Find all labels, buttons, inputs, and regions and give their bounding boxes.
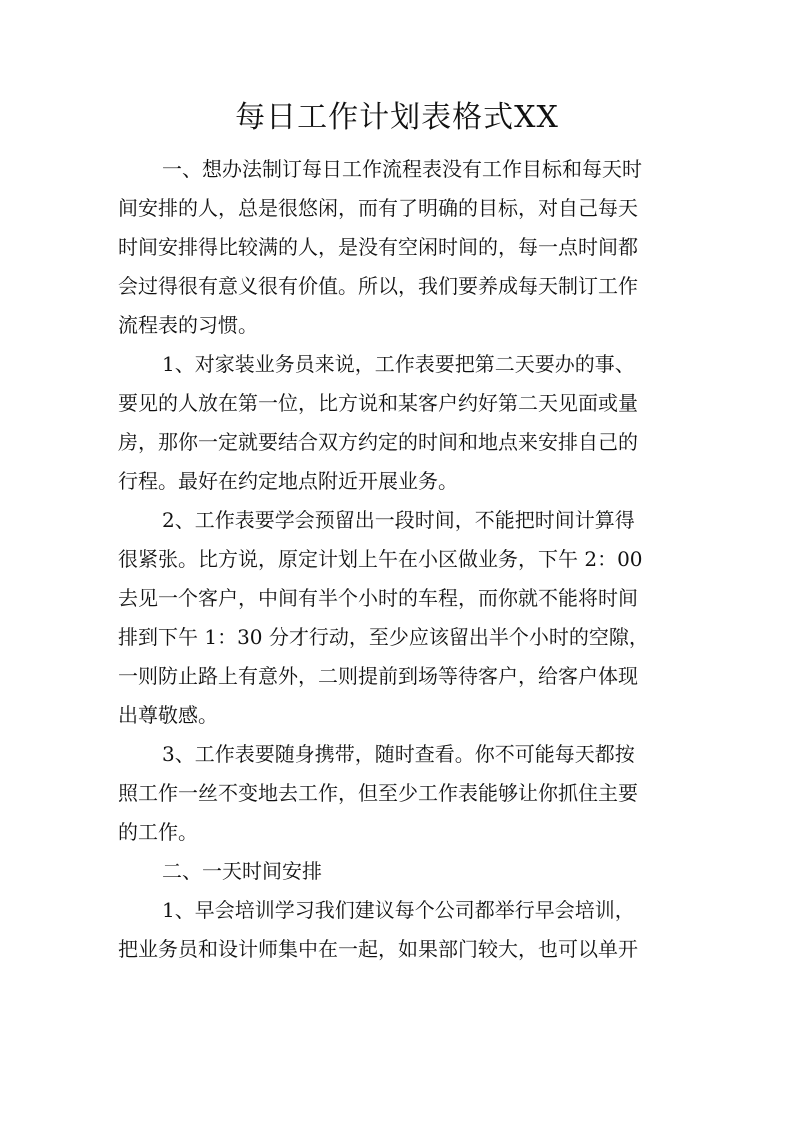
document-body: [118, 150, 678, 969]
text-line: 排到下午 1：30 分才行动，至少应该留出半个小时的空隙，: [118, 625, 649, 649]
text-line: 照工作一丝不变地去工作，但至少工作表能够让你抓住主要: [118, 781, 638, 805]
text-line: 二、一天时间安排: [162, 859, 322, 883]
text-line: 的工作。: [118, 820, 198, 844]
text-line: 流程表的习惯。: [118, 313, 258, 337]
text-line: 2、工作表要学会预留出一段时间，不能把时间计算得: [162, 508, 635, 532]
text-line: 要见的人放在第一位，比方说和某客户约好第二天见面或量: [118, 391, 638, 415]
text-line: 1、早会培训学习我们建议每个公司都举行早会培训，: [162, 898, 635, 922]
text-line: 把业务员和设计师集中在一起，如果部门较大，也可以单开: [118, 937, 638, 961]
text-line: 3、工作表要随身携带，随时查看。你不可能每天都按: [162, 742, 635, 766]
document-title: 每日工作计划表格式XX: [235, 100, 559, 135]
text-line: 一则防止路上有意外，二则提前到场等待客户，给客户体现: [118, 664, 638, 688]
text-line: 时间安排得比较满的人，是没有空闲时间的，每一点时间都: [118, 235, 638, 259]
text-line: 会过得很有意义很有价值。所以，我们要养成每天制订工作: [118, 274, 638, 298]
text-line: 去见一个客户，中间有半个小时的车程，而你就不能将时间: [118, 586, 638, 610]
text-line: 行程。最好在约定地点附近开展业务。: [118, 469, 458, 493]
text-line: 出尊敬感。: [118, 703, 218, 727]
text-line: 房，那你一定就要结合双方约定的时间和地点来安排自己的: [118, 430, 638, 454]
text-line: 1、对家装业务员来说，工作表要把第二天要办的事、: [162, 352, 635, 376]
text-line: 间安排的人，总是很悠闲，而有了明确的目标，对自己每天: [118, 196, 638, 220]
text-line: 很紧张。比方说，原定计划上午在小区做业务，下午 2：00: [118, 547, 643, 571]
text-line: 一、想办法制订每日工作流程表没有工作目标和每天时: [162, 157, 642, 181]
